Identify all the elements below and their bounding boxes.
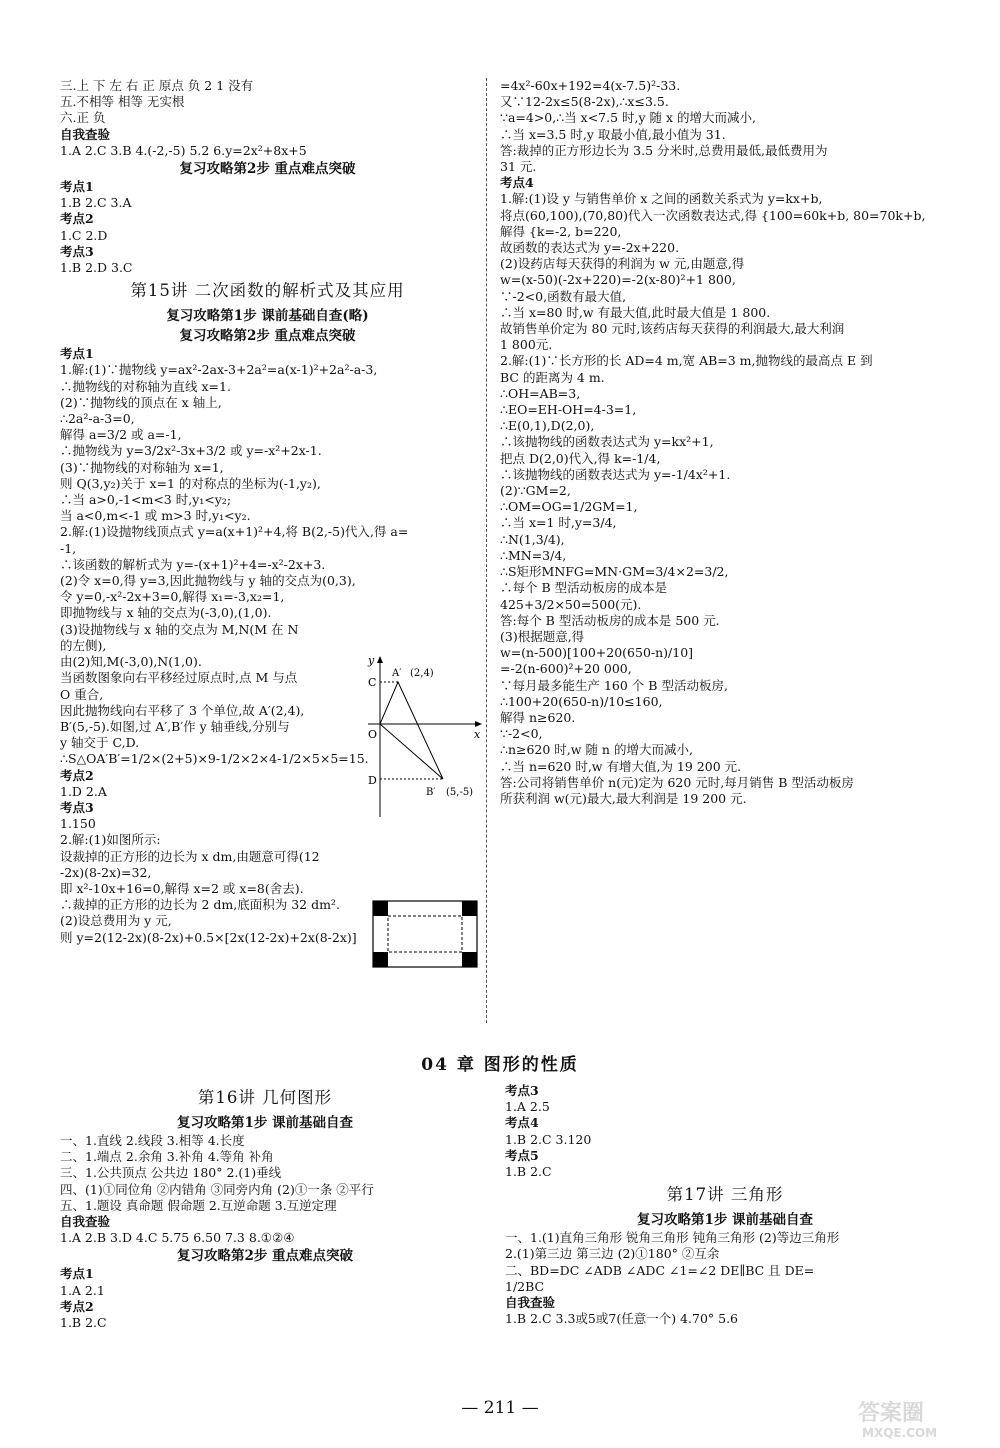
- svg-text:MXQE.COM: MXQE.COM: [862, 1426, 938, 1440]
- topic-heading: 考点3: [60, 243, 94, 259]
- text-line: 三、1.公共顶点 公共边 180° 2.(1)垂线: [60, 1165, 282, 1181]
- coordinate-figure: [360, 652, 485, 822]
- topic-heading: 考点4: [500, 175, 534, 191]
- text-line: 1.B 2.C 3.3或5或7(任意一个) 4.70° 5.6: [505, 1311, 738, 1327]
- topic-heading: 考点3: [505, 1083, 539, 1098]
- text-line: 1.B 2.C 3.A: [60, 195, 132, 211]
- text-line: (3)设抛物线与 x 轴的交点为 M,N(M 在 N: [60, 621, 299, 637]
- topic-heading: 考点5: [505, 1147, 539, 1163]
- text-line: (2)∵抛物线的顶点在 x 轴上,: [60, 394, 222, 410]
- text-line: 二、1.端点 2.余角 3.补角 4.等角 补角: [60, 1149, 274, 1165]
- text-line: 设裁掉的正方形的边长为 x dm,由题意可得(12: [60, 848, 320, 864]
- text-line: 二、BD=DC ∠ADB ∠ADC ∠1=∠2 DE∥BC 且 DE=: [505, 1262, 815, 1278]
- topic-heading: 考点3: [60, 799, 94, 815]
- chapter-title: 04 章 图形的性质: [421, 1055, 579, 1075]
- label-d: D: [368, 774, 377, 787]
- text-line: -2x)(8-2x)=32,: [60, 864, 152, 880]
- text-line: 1 800元.: [500, 337, 553, 353]
- text-line: 解得 {k=-2, b=220,: [500, 223, 622, 239]
- text-line: ∴当 x=3.5 时,y 取最小值,最小值为 31.: [500, 126, 726, 142]
- bottom-left-column: [60, 1083, 470, 1331]
- text-line: 425+3/2×50=500(元).: [500, 596, 642, 612]
- text-line: ∴裁掉的正方形的边长为 2 dm,底面积为 32 dm².: [60, 897, 340, 913]
- text-line: ∴MN=3/4,: [500, 547, 567, 563]
- text-line: 因此抛物线向右平移了 3 个单位,故 A′(2,4),: [60, 702, 305, 718]
- text-line: 故销售单价定为 80 元时,该药店每天获得的利润最大,最大利润: [500, 321, 845, 337]
- text-line: ∴抛物线为 y=3/2x²-3x+3/2 或 y=-x²+2x-1.: [60, 443, 322, 459]
- text-line: ∴2a²-a-3=0,: [60, 411, 135, 427]
- text-line: 的左侧),: [60, 637, 107, 653]
- text-line: =-2(n-600)²+20 000,: [500, 661, 632, 677]
- text-line: 则 y=2(12-2x)(8-2x)+0.5×[2x(12-2x)+2x(8-2x)]: [60, 929, 357, 945]
- text-line: ∴n≥620 时,w 随 n 的增大而减小,: [500, 742, 693, 758]
- text-line: 将点(60,100),(70,80)代入一次函数表达式,得 {100=60k+b, 80=70k+b,: [500, 207, 926, 223]
- text-line: ∴100+20(650-n)/10≤160,: [500, 693, 663, 709]
- text-line: 令 y=0,-x²-2x+3=0,解得 x₁=-3,x₂=1,: [60, 589, 285, 605]
- text-line: ∴S△OA′B′=1/2×(2+5)×9-1/2×2×4-1/2×5×5=15.: [60, 751, 369, 767]
- text-line: ∵-2<0,: [500, 726, 543, 742]
- text-line: ∵每月最多能生产 160 个 B 型活动板房,: [500, 677, 728, 693]
- text-line: 2.(1)第三边 第三边 (2)①180° ②互余: [505, 1246, 720, 1262]
- text-line: ∴当 a>0,-1<m<3 时,y₁<y₂;: [60, 492, 232, 508]
- text-line: 解得 a=3/2 或 a=-1,: [60, 427, 182, 443]
- text-line: (2)令 x=0,得 y=3,因此抛物线与 y 轴的交点为(0,3),: [60, 573, 356, 589]
- text-line: 1.B 2.C 3.120: [505, 1131, 592, 1147]
- text-line: 1.A 2.C 3.B 4.(-2,-5) 5.2 6.y=2x²+8x+5: [60, 142, 307, 158]
- subsection-title: 复习攻略第2步 重点难点突破: [179, 328, 356, 345]
- text-line: 1.A 2.1: [60, 1282, 105, 1298]
- text-line: 答:公司将销售单价 n(元)定为 620 元时,每月销售 B 型活动板房: [500, 774, 854, 790]
- text-line: ∴当 x=80 时,w 有最大值,此时最大值是 1 800.: [500, 304, 771, 320]
- topic-heading: 考点4: [505, 1115, 539, 1131]
- text-line: 1.解:(1)设 y 与销售单价 x 之间的函数关系式为 y=kx+b,: [500, 191, 823, 207]
- text-line: ∴当 n=620 时,w 有增大值,为 19 200 元.: [500, 758, 742, 774]
- text-line: 一、1.(1)直角三角形 锐角三角形 钝角三角形 (2)等边三角形: [505, 1230, 840, 1246]
- section-title: 第16讲 几何图形: [197, 1088, 333, 1107]
- text-line: 1.D 2.A: [60, 783, 107, 799]
- column-divider: [486, 78, 487, 1023]
- text-line: 答:每个 B 型活动板房的成本是 500 元.: [500, 612, 720, 628]
- subsection-title: 复习攻略第1步 课前基础自查: [176, 1115, 354, 1131]
- text-line: -1,: [60, 540, 77, 556]
- topic-heading: 考点2: [60, 1298, 94, 1314]
- text-line: ∴EO=EH-OH=4-3=1,: [500, 402, 637, 418]
- subsection-title: 复习攻略第1步 课前基础自查(略): [166, 308, 369, 325]
- text-line: 1.B 2.C: [505, 1164, 552, 1180]
- text-line: 1.C 2.D: [60, 227, 108, 243]
- text-line: =4x²-60x+192=4(x-7.5)²-33.: [500, 78, 681, 93]
- label-o: O: [368, 728, 378, 741]
- text-line: (3)∵抛物线的对称轴为 x=1,: [60, 459, 224, 475]
- text-line: 答:裁掉的正方形边长为 3.5 分米时,总费用最低,最低费用为: [500, 142, 828, 158]
- text-line: 即 x²-10x+16=0,解得 x=2 或 x=8(舍去).: [60, 880, 304, 896]
- text-line: 故函数的表达式为 y=-2x+220.: [500, 240, 680, 256]
- text-line: ∴当 x=1 时,y=3/4,: [500, 515, 617, 531]
- box-net-figure: [372, 900, 480, 970]
- text-line: 把点 D(2,0)代入,得 k=-1/4,: [500, 450, 661, 466]
- text-line: (2)设药店每天获得的利润为 w 元,由题意,得: [500, 256, 745, 272]
- section-title: 第15讲 二次函数的解析式及其应用: [130, 281, 405, 301]
- label-b: B′: [426, 787, 436, 798]
- text-line: 当 a<0,m<-1 或 m>3 时,y₁<y₂.: [60, 508, 251, 524]
- text-line: y 轴交于 C,D.: [60, 735, 140, 751]
- svg-text:答案圈: 答案圈: [858, 1401, 925, 1426]
- watermark-logo: [852, 1396, 982, 1440]
- text-line: O 重合,: [60, 686, 104, 702]
- text-line: (2)∵GM=2,: [500, 483, 571, 499]
- text-line: 六.正 负: [60, 110, 106, 126]
- text-line: ∴该抛物线的函数表达式为 y=kx²+1,: [500, 434, 714, 450]
- text-line: 则 Q(3,y₂)关于 x=1 的对称点的坐标为(-1,y₂),: [60, 475, 321, 491]
- text-line: 31 元.: [500, 159, 537, 175]
- text-line: 五.不相等 相等 无实根: [60, 94, 185, 110]
- right-column: [500, 78, 940, 807]
- bottom-right-column: [505, 1083, 945, 1327]
- topic-heading: 考点1: [60, 179, 94, 195]
- topic-heading: 自我查验: [60, 1214, 111, 1230]
- text-line: 所获利润 w(元)最大,最大利润是 19 200 元.: [500, 790, 747, 806]
- text-line: w=(n-500)[100+20(650-n)/10]: [500, 645, 694, 661]
- text-line: (3)根据题意,得: [500, 628, 585, 644]
- text-line: ∴N(1,3/4),: [500, 531, 565, 547]
- text-line: ∴OH=AB=3,: [500, 385, 581, 401]
- label-a-coord: (2,4): [410, 668, 434, 679]
- label-b-coord: (5,-5): [446, 787, 474, 798]
- text-line: ∴每个 B 型活动板房的成本是: [500, 580, 668, 596]
- topic-heading: 自我查验: [60, 126, 111, 142]
- topic-heading: 考点1: [60, 346, 94, 362]
- text-line: ∴抛物线的对称轴为直线 x=1.: [60, 378, 231, 394]
- text-line: 2.解:(1)设抛物线顶点式 y=a(x+1)²+4,将 B(2,-5)代入,得 a=: [60, 524, 409, 540]
- text-line: 一、1.直线 2.线段 3.相等 4.长度: [60, 1133, 245, 1148]
- label-x: x: [474, 728, 481, 741]
- text-line: ∴该函数的解析式为 y=-(x+1)²+4=-x²-2x+3.: [60, 556, 326, 572]
- label-c: C: [368, 676, 377, 689]
- text-line: 1.150: [60, 816, 96, 832]
- text-line: ∵a=4>0,∴当 x<7.5 时,y 随 x 的增大而减小,: [500, 110, 757, 126]
- text-line: 1.解:(1)∵抛物线 y=ax²-2ax-3+2a²=a(x-1)²+2a²-a-3,: [60, 362, 378, 378]
- triangle-oab: [380, 682, 443, 779]
- text-line: BC 的距离为 4 m.: [500, 369, 605, 385]
- text-line: 2.解:(1)∵长方形的长 AD=4 m,宽 AB=3 m,抛物线的最高点 E 到: [500, 353, 873, 369]
- text-line: 1.B 2.D 3.C: [60, 260, 133, 276]
- text-line: 1.A 2.5: [505, 1099, 550, 1115]
- label-y: y: [368, 654, 375, 667]
- text-line: 1/2BC: [505, 1278, 545, 1294]
- text-line: ∴S矩形MNFG=MN·GM=3/4×2=3/2,: [500, 564, 729, 580]
- text-line: ∴该抛物线的函数表达式为 y=-1/4x²+1.: [500, 466, 731, 482]
- text-line: 又∵12-2x≤5(8-2x),∴x≤3.5.: [500, 94, 669, 110]
- text-line: B′(5,-5).如图,过 A′,B′作 y 轴垂线,分别与: [60, 718, 290, 734]
- topic-heading: 考点2: [60, 767, 94, 783]
- text-line: 四、(1)①同位角 ②内错角 ③同旁内角 (2)①一条 ②平行: [60, 1181, 374, 1197]
- text-line: 三.上 下 左 右 正 原点 负 2 1 没有: [60, 78, 254, 93]
- text-line: 五、1.题设 真命题 假命题 2.互逆命题 3.互逆定理: [60, 1197, 337, 1213]
- text-line: 解得 n≥620.: [500, 709, 576, 725]
- page-number: — 211 —: [461, 1398, 539, 1418]
- topic-heading: 自我查验: [505, 1295, 556, 1311]
- text-line: 即抛物线与 x 轴的交点为(-3,0),(1,0).: [60, 605, 272, 621]
- text-line: (2)设总费用为 y 元,: [60, 913, 172, 929]
- text-line: 1.B 2.C: [60, 1315, 107, 1331]
- text-line: w=(x-50)(-2x+220)=-2(x-80)²+1 800,: [500, 272, 736, 288]
- label-a: A′: [392, 668, 402, 679]
- subsection-title: 复习攻略第2步 重点难点突破: [179, 161, 356, 178]
- subsection-title: 复习攻略第1步 课前基础自查: [636, 1212, 814, 1229]
- section-title: 第17讲 三角形: [666, 1185, 784, 1205]
- text-line: ∴OM=OG=1/2GM=1,: [500, 499, 638, 515]
- text-line: ∴E(0,1),D(2,0),: [500, 418, 595, 434]
- subsection-title: 复习攻略第2步 重点难点突破: [176, 1248, 354, 1265]
- topic-heading: 考点1: [60, 1266, 94, 1282]
- topic-heading: 考点2: [60, 211, 94, 227]
- text-line: 当函数图象向右平移经过原点时,点 M 与点: [60, 670, 298, 686]
- text-line: 1.A 2.B 3.D 4.C 5.75 6.50 7.3 8.①②④: [60, 1230, 295, 1246]
- text-line: 由(2)知,M(-3,0),N(1,0).: [60, 654, 202, 670]
- text-line: ∵-2<0,函数有最大值,: [500, 288, 627, 304]
- text-line: 2.解:(1)如图所示:: [60, 832, 161, 848]
